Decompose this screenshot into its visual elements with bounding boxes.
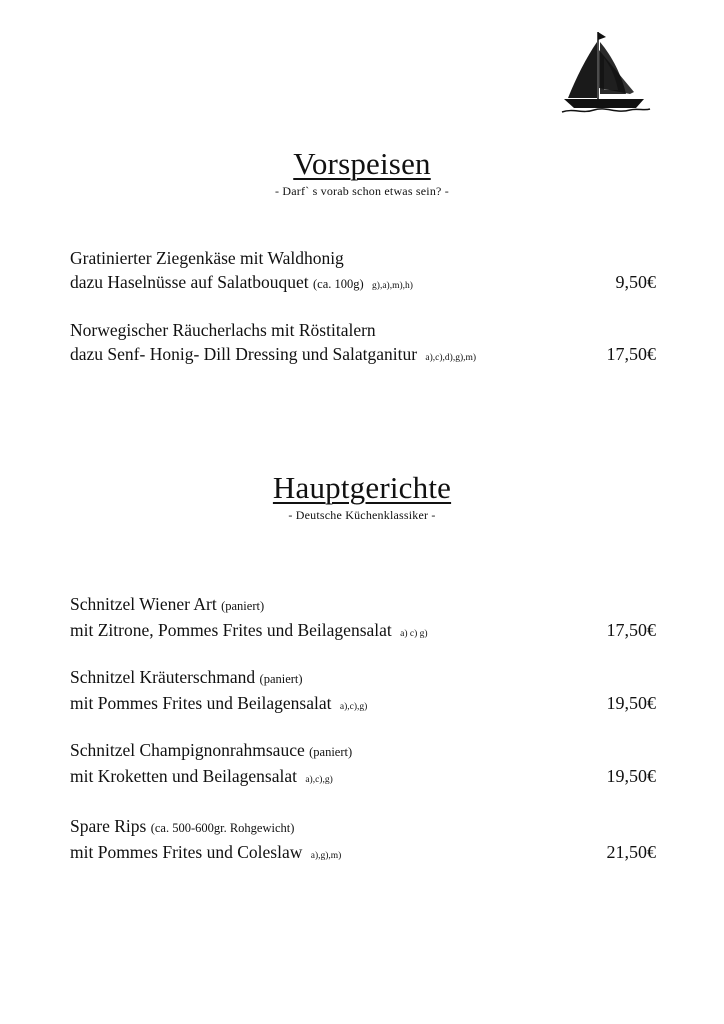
dish-description: mit Kroketten und Beilagensalat bbox=[70, 766, 297, 786]
dish-item bbox=[70, 318, 656, 370]
dish-price: 21,50€ bbox=[606, 842, 656, 862]
dish-name: Schnitzel Wiener Art bbox=[70, 594, 217, 614]
dish-allergens: a),c),d),g),m) bbox=[425, 353, 477, 363]
dish-price: 9,50€ bbox=[615, 272, 656, 292]
dish-item bbox=[70, 246, 656, 298]
dish-name-note: (paniert) bbox=[309, 745, 353, 759]
dish-item bbox=[70, 814, 656, 868]
section-title-hauptgerichte: Hauptgerichte bbox=[272, 470, 452, 505]
dish-price: 19,50€ bbox=[606, 693, 656, 713]
dish-name: Schnitzel Champignonrahmsauce bbox=[70, 740, 305, 760]
dish-name: Gratinierter Ziegenkäse mit Waldhonig bbox=[70, 248, 344, 268]
dish-price: 17,50€ bbox=[606, 344, 656, 364]
section-subtitle-hauptgerichte: - Deutsche Küchenklassiker - bbox=[288, 508, 436, 522]
dish-name: Norwegischer Räucherlachs mit Röstitalern bbox=[70, 320, 376, 340]
dish-allergens: a),g),m) bbox=[310, 851, 342, 861]
dish-price: 17,50€ bbox=[606, 620, 656, 640]
dish-description: mit Zitrone, Pommes Frites und Beilagensalat bbox=[70, 620, 392, 640]
dish-description: dazu Senf- Honig- Dill Dressing und Salatganitur bbox=[70, 344, 418, 364]
dish-name-note: (paniert) bbox=[221, 599, 265, 613]
section-title-vorspeisen: Vorspeisen bbox=[293, 146, 431, 181]
dish-price: 19,50€ bbox=[606, 766, 656, 786]
dish-allergens: a),c),g) bbox=[339, 702, 368, 712]
dish-item bbox=[70, 665, 656, 719]
dish-description: mit Pommes Frites und Coleslaw bbox=[70, 842, 303, 862]
dish-allergens: a),c),g) bbox=[305, 775, 333, 785]
sailboat-icon bbox=[560, 28, 652, 114]
dish-allergens: a) c) g) bbox=[400, 629, 428, 639]
dish-item bbox=[70, 592, 656, 646]
dish-name-note: (paniert) bbox=[259, 672, 303, 686]
dish-description: mit Pommes Frites und Beilagensalat bbox=[70, 693, 332, 713]
dish-name: Spare Rips bbox=[70, 816, 147, 836]
dish-allergens: g),a),m),h) bbox=[372, 281, 413, 291]
dish-name: Schnitzel Kräuterschmand bbox=[70, 667, 256, 687]
section-subtitle-vorspeisen: - Darf` s vorab schon etwas sein? - bbox=[275, 184, 449, 198]
dish-item bbox=[70, 738, 656, 792]
dish-description: dazu Haselnüsse auf Salatbouquet bbox=[70, 272, 309, 292]
dish-description-note: (ca. 100g) bbox=[312, 277, 364, 291]
dish-name-note: (ca. 500-600gr. Rohgewicht) bbox=[150, 821, 295, 835]
